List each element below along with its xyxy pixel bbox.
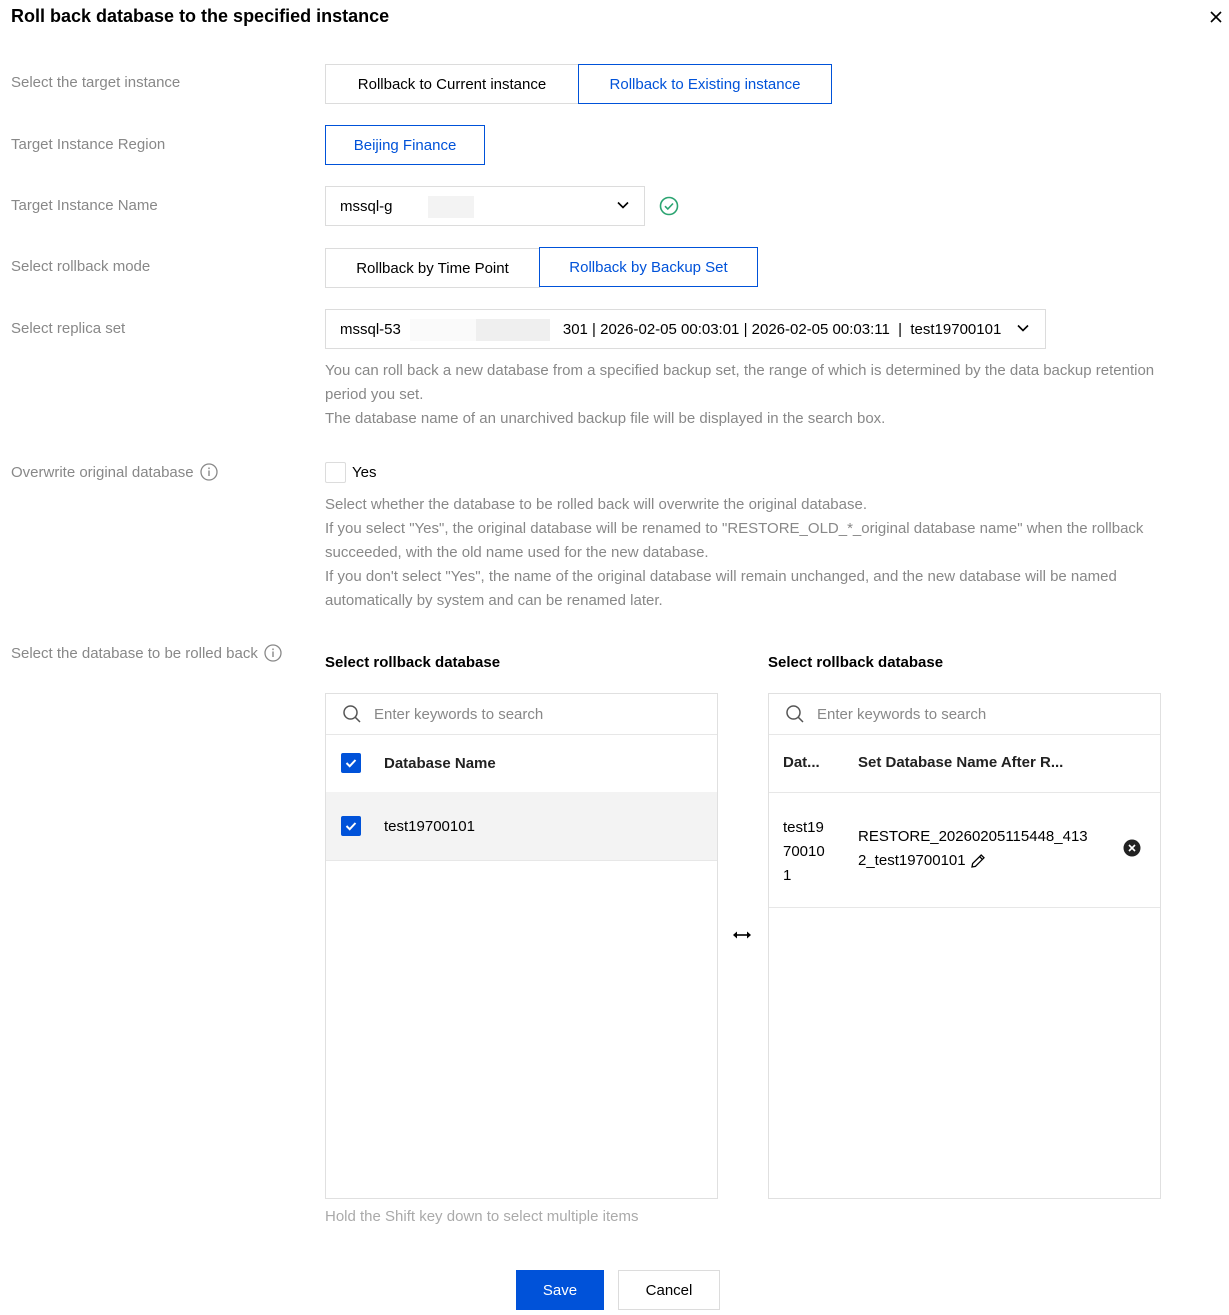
overwrite-checkbox[interactable] [325, 462, 376, 483]
overwrite-help [325, 493, 1185, 613]
column-header-database-name: Database Name [384, 754, 496, 772]
chevron-down-icon [616, 198, 630, 216]
search-placeholder: Enter keywords to search [374, 705, 544, 723]
select-all-checkbox[interactable] [341, 753, 361, 773]
row-new-name [858, 825, 1088, 873]
databases-label-text: Select the database to be rolled back [11, 644, 258, 662]
checkbox[interactable] [325, 462, 346, 483]
row-checkbox[interactable] [341, 816, 361, 836]
left-right-arrow-icon [731, 927, 753, 943]
help-text: Select whether the database to be rolled back will overwrite the original database. [325, 496, 867, 513]
right-search-input[interactable] [769, 694, 1160, 735]
row-database-name [783, 816, 825, 888]
dialog-title: Roll back database to the specified instance [11, 6, 390, 26]
right-transfer-panel [768, 693, 1161, 1199]
region-option-beijing-finance[interactable]: Beijing Finance [325, 125, 485, 165]
info-icon[interactable] [264, 644, 282, 662]
text-line: 1 [783, 867, 792, 884]
list-item[interactable] [326, 792, 717, 861]
check-circle-icon [659, 196, 679, 216]
help-text: If you don't select "Yes", the name of the original database will remain unchanged, and the new database will be named automatically by system and can be renamed later. [325, 568, 1117, 609]
save-button[interactable]: Save [516, 1270, 604, 1310]
help-text: If you select "Yes", the original database will be renamed to "RESTORE_OLD_*_original database name" when the rollback succeeded, with the old name used for the new database. [325, 520, 1144, 561]
databases-label [11, 644, 282, 662]
rollback-current-instance-option[interactable]: Rollback to Current instance [325, 64, 579, 104]
left-table-header [326, 734, 717, 793]
replica-set-label: Select replica set [11, 320, 126, 337]
redacted-region [428, 196, 474, 218]
left-panel-title: Select rollback database [325, 654, 501, 671]
overwrite-label-text: Overwrite original database [11, 463, 194, 481]
right-table-header [769, 734, 1160, 793]
column-header-database: Dat... [783, 754, 820, 771]
text-line: 70010 [783, 843, 825, 860]
right-panel-title: Select rollback database [768, 654, 944, 671]
table-row [769, 792, 1160, 908]
replica-set-help [325, 359, 1185, 431]
search-icon [342, 704, 362, 724]
left-search-input[interactable] [326, 694, 717, 735]
overwrite-label [11, 463, 218, 481]
replica-set-suffix: 301 | 2026-02-05 00:03:01 | 2026-02-05 00:03:11 | test19700101 [562, 320, 1002, 338]
remove-circle-icon[interactable] [1123, 839, 1141, 857]
redacted-region-b [476, 319, 550, 341]
cancel-button[interactable]: Cancel [618, 1270, 720, 1310]
chevron-down-icon [1016, 321, 1030, 339]
replica-set-prefix: mssql-53 [340, 320, 401, 338]
rollback-by-backup-set-option[interactable]: Rollback by Backup Set [539, 247, 758, 287]
left-transfer-panel [325, 693, 718, 1199]
help-text: You can roll back a new database from a specified backup set, the range of which is determined by the data backup retention period you set. [325, 362, 1155, 403]
search-icon [785, 704, 805, 724]
database-name: test19700101 [384, 817, 475, 835]
instance-name-prefix: mssql-g [340, 197, 393, 215]
instance-name-select[interactable] [325, 186, 645, 226]
search-placeholder: Enter keywords to search [817, 705, 987, 723]
region-label: Target Instance Region [11, 136, 166, 153]
rollback-by-time-point-option[interactable]: Rollback by Time Point [325, 248, 540, 288]
info-icon[interactable] [200, 463, 218, 481]
text-line: test19 [783, 819, 824, 836]
text-line: RESTORE_20260205115448_413 [858, 828, 1088, 845]
target-instance-label: Select the target instance [11, 74, 181, 91]
overwrite-checkbox-label: Yes [352, 464, 377, 481]
rollback-mode-label: Select rollback mode [11, 258, 151, 275]
text-line: 2_test19700101 [858, 852, 966, 869]
edit-pencil-icon[interactable] [969, 852, 987, 870]
column-header-new-name: Set Database Name After R... [858, 754, 1064, 771]
redacted-region-a [410, 319, 476, 341]
instance-name-label: Target Instance Name [11, 197, 158, 214]
replica-set-select[interactable] [325, 309, 1046, 349]
close-icon[interactable] [1207, 8, 1225, 26]
shift-hint: Hold the Shift key down to select multiple items [325, 1208, 639, 1225]
rollback-existing-instance-option[interactable]: Rollback to Existing instance [578, 64, 832, 104]
help-text: The database name of an unarchived backup file will be displayed in the search box. [325, 410, 886, 427]
